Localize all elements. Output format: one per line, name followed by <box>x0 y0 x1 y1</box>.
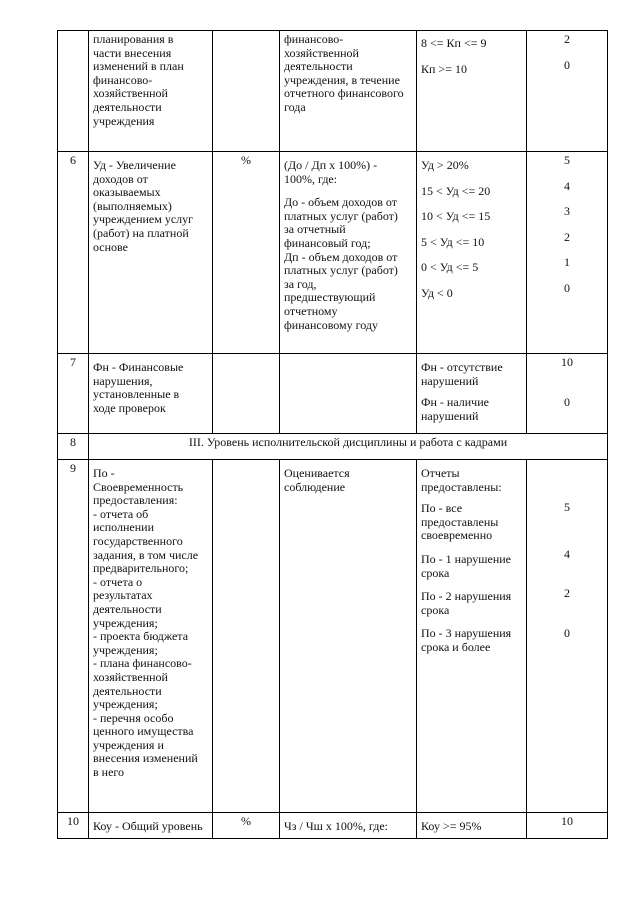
condition: Уд > 20% <box>421 158 469 172</box>
formula-line: за отчетный <box>284 222 346 237</box>
indicator-line: деятельности <box>93 99 162 114</box>
formula-line: финансово- <box>284 32 344 46</box>
formula-cell <box>280 354 417 434</box>
unit-cell: % <box>213 152 280 354</box>
score: 2 <box>564 586 570 601</box>
unit-cell: % <box>213 813 280 839</box>
indicator-line: задания, в том числе <box>93 547 199 562</box>
indicator-line: хозяйственной <box>93 86 168 101</box>
indicator-line: Своевременность <box>93 479 184 494</box>
indicator-description <box>89 354 213 434</box>
row-number <box>58 31 89 152</box>
condition: 5 < Уд <= 10 <box>421 234 485 249</box>
condition: По - 1 нарушение срока <box>421 551 511 580</box>
indicator-line: основе <box>93 239 128 254</box>
score: 10 <box>561 355 573 369</box>
score: 2 <box>564 32 570 46</box>
condition: По - все предоставлены своевременно <box>421 501 499 543</box>
formula-line: предшествующий <box>284 290 376 305</box>
indicator-line: - плана финансово- <box>93 656 192 671</box>
condition: По - 3 нарушения срока и более <box>421 626 512 654</box>
formula-line: года <box>284 99 306 114</box>
indicator-line: - проекта бюджета <box>93 629 189 644</box>
conditions-cell <box>417 460 527 813</box>
indicator-line: ходе проверок <box>93 400 166 415</box>
indicator-line: учреждения <box>93 113 155 128</box>
table-row-6 <box>58 152 608 354</box>
criteria-table <box>57 30 608 839</box>
indicator-line: предварительного; <box>93 561 189 576</box>
formula-line: платных услуг (работ) <box>284 208 398 223</box>
indicator-description <box>89 31 213 152</box>
formula-line: 100%, где: <box>284 171 338 186</box>
section-title: III. Уровень исполнительской дисциплины и работа с кадрами <box>89 434 608 460</box>
row-number: 8 <box>58 434 89 460</box>
indicator-line: оказываемых <box>93 185 161 200</box>
formula-cell <box>280 31 417 152</box>
indicator-line: нарушения, <box>93 373 153 388</box>
indicator-line: изменений в план <box>93 59 184 74</box>
unit-cell <box>213 354 280 434</box>
score: 0 <box>564 57 570 72</box>
unit-cell <box>213 31 280 152</box>
condition: 0 < Уд <= 5 <box>421 260 479 275</box>
indicator-line: - отчета о <box>93 574 143 589</box>
row-number: 7 <box>58 354 89 434</box>
indicator-line: в него <box>93 765 125 780</box>
formula-line: Чз / Чш х 100%, где: <box>284 819 388 833</box>
formula-line: соблюдение <box>284 479 346 494</box>
score: 4 <box>564 546 570 561</box>
condition: Кп >= 10 <box>421 61 467 76</box>
condition: 8 <= Кп <= 9 <box>421 36 487 50</box>
conditions-cell <box>417 152 527 354</box>
row-number: 10 <box>58 813 89 839</box>
indicator-line: доходов от <box>93 171 148 186</box>
indicator-line: ценного имущества <box>93 724 194 739</box>
formula-line: финансовый год; <box>284 235 371 250</box>
formula-line: за год, <box>284 276 317 291</box>
formula-cell <box>280 152 417 354</box>
score: 2 <box>564 229 570 244</box>
indicator-line: части внесения <box>93 45 172 60</box>
formula-line: Оценивается <box>284 466 350 480</box>
score: 5 <box>564 153 570 167</box>
formula-line: До - объем доходов от <box>284 195 397 210</box>
indicator-line: исполнении <box>93 520 155 535</box>
condition: Уд < 0 <box>421 285 453 300</box>
indicator-description <box>89 460 213 813</box>
formula-line: учреждения, в течение <box>284 72 400 87</box>
formula-line: (До / Дп х 100%) - <box>284 158 378 172</box>
indicator-line: (работ) на платной <box>93 225 189 240</box>
indicator-line: деятельности <box>93 683 162 698</box>
table-row-9 <box>58 460 608 813</box>
condition: По - 2 нарушения срока <box>421 589 512 617</box>
indicator-line: учреждения; <box>93 615 158 630</box>
indicator-line: деятельности <box>93 601 162 616</box>
conditions-cell <box>417 31 527 152</box>
indicator-line: предоставления: <box>93 493 178 508</box>
formula-cell <box>280 460 417 813</box>
indicator-line: результатах <box>93 588 153 603</box>
indicator-line: государственного <box>93 533 183 548</box>
score: 5 <box>564 500 570 514</box>
condition: 10 < Уд <= 15 <box>421 209 491 224</box>
scores-cell <box>527 354 608 434</box>
scores-cell <box>527 813 608 839</box>
condition: Фн - отсутствие нарушений <box>421 360 503 388</box>
formula-line: финансовому году <box>284 317 379 332</box>
score: 0 <box>564 394 570 409</box>
indicator-line: Уд - Увеличение <box>93 158 176 172</box>
indicator-line: учреждением услуг <box>93 212 194 227</box>
score: 4 <box>564 178 570 193</box>
condition: 15 < Уд <= 20 <box>421 183 491 198</box>
conditions-cell <box>417 813 527 839</box>
score: 1 <box>564 255 570 270</box>
formula-line: хозяйственной <box>284 45 359 60</box>
table-row-8-section <box>58 434 608 460</box>
condition: Фн - наличие нарушений <box>421 395 489 423</box>
indicator-line: установленные в <box>93 387 180 402</box>
score: 0 <box>564 280 570 295</box>
indicator-line: учреждения и <box>93 737 164 752</box>
conditions-cell <box>417 354 527 434</box>
formula-line: отчетному <box>284 303 338 318</box>
indicator-line: учреждения; <box>93 642 158 657</box>
indicator-line: - отчета об <box>93 506 149 521</box>
table-row-continuation <box>58 31 608 152</box>
indicator-description <box>89 813 213 839</box>
formula-line: отчетного финансового <box>284 86 404 101</box>
score: 10 <box>561 814 573 828</box>
row-number: 9 <box>58 460 89 813</box>
formula-line: платных услуг (работ) <box>284 263 398 278</box>
table-row-10 <box>58 813 608 839</box>
indicator-line: планирования в <box>93 32 174 46</box>
scores-cell <box>527 152 608 354</box>
table-row-7 <box>58 354 608 434</box>
row-number: 6 <box>58 152 89 354</box>
indicator-line: По - <box>93 466 115 480</box>
indicator-description <box>89 152 213 354</box>
condition: Коу >= 95% <box>421 819 482 833</box>
indicator-line: (выполняемых) <box>93 198 172 213</box>
indicator-line: учреждения; <box>93 697 158 712</box>
score: 0 <box>564 625 570 640</box>
indicator-line: внесения изменений <box>93 751 198 766</box>
unit-cell <box>213 460 280 813</box>
scores-cell <box>527 460 608 813</box>
indicator-line: финансово- <box>93 72 153 87</box>
indicator-line: Фн - Финансовые <box>93 360 184 374</box>
indicator-line: - перечня особо <box>93 710 174 725</box>
indicator-line: Коу - Общий уровень <box>93 819 203 833</box>
formula-line: Дп - объем доходов от <box>284 249 398 264</box>
scores-cell <box>527 31 608 152</box>
score: 3 <box>564 204 570 219</box>
formula-cell <box>280 813 417 839</box>
formula-line: деятельности <box>284 59 353 74</box>
conditions-header: Отчеты предоставлены: <box>421 466 502 494</box>
indicator-line: хозяйственной <box>93 669 168 684</box>
